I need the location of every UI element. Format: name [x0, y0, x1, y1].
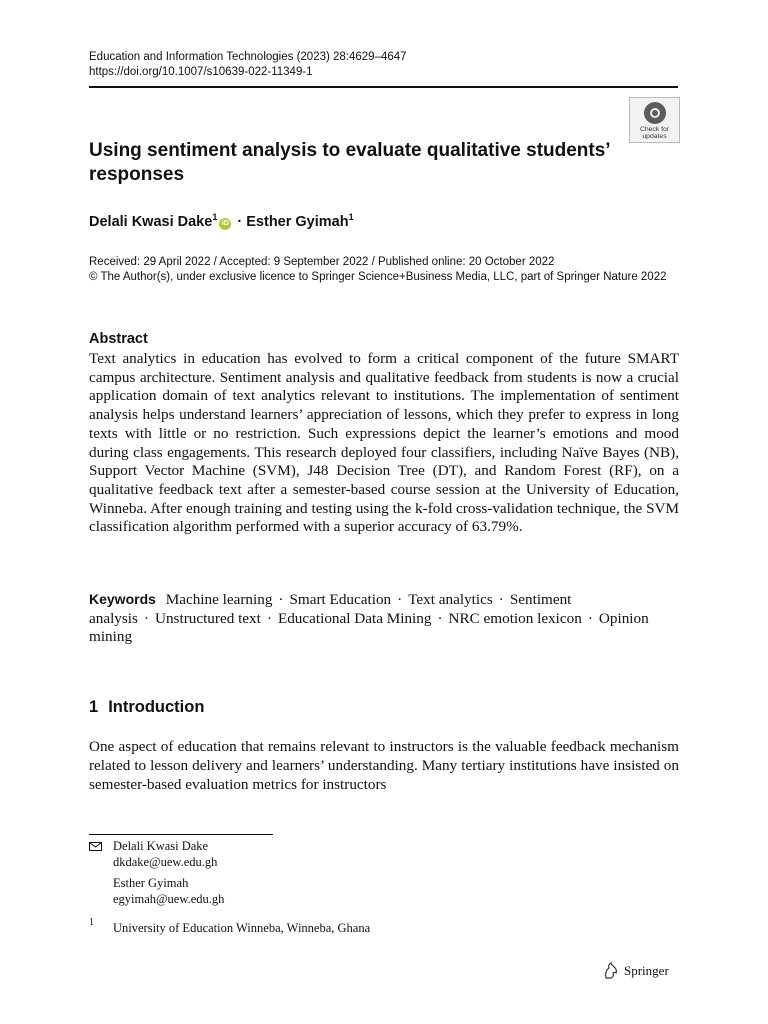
correspondent-block [113, 875, 224, 907]
author-name: Delali Kwasi Dake [89, 213, 213, 230]
correspondent-email[interactable]: egyimah@uew.edu.gh [113, 892, 225, 906]
keyword-separator: · [266, 609, 272, 627]
affiliation-number: 1 [89, 917, 94, 928]
badge-line-2: updates [642, 133, 667, 140]
keyword-separator: · [498, 591, 504, 608]
springer-horse-icon [603, 962, 619, 980]
keyword-separator: · [437, 609, 443, 627]
abstract-heading: Abstract [89, 331, 148, 347]
check-for-updates-badge[interactable] [629, 97, 680, 143]
keyword-separator: · [278, 591, 284, 608]
orcid-icon[interactable]: iD [219, 218, 231, 230]
section-title: Introduction [108, 698, 205, 716]
introduction-text: One aspect of education that remains relevant to instructors is the valuable feedback mechanism related to lesson delivery and learners’ understanding. Many tertiary institutions have insisted on semester-based evaluation metrics for instructors [89, 738, 679, 793]
journal-citation: Education and Information Technologies (2023) 28:4629–4647 [89, 51, 407, 63]
keyword: Machine learning [165, 591, 273, 608]
correspondent-email[interactable]: dkdake@uew.edu.gh [113, 855, 218, 869]
correspondent-block [113, 838, 217, 870]
header-rule [89, 86, 678, 88]
keyword: NRC emotion lexicon [448, 609, 582, 627]
keyword: Smart Education [289, 591, 392, 608]
keyword: Educational Data Mining [277, 609, 432, 627]
abstract-text: Text analytics in education has evolved to form a critical component of the future SMART campus architecture. Sentiment analysis and qualitative feedback from students is now a crucial application domain of text analytics relevant to institutions. The implementation of sentiment analysis helps understand learners’ appreciation of lessons, which they prefer to express in long texts with little or no restriction. Such expressions depict the learner’s emotions and mood during class engagements. This research deployed four classifiers, including Naïve Bayes (NB), Support Vector Machine (SVM), J48 Decision Tree (DT), and Random Forest (RF), on a qualitative feedback text after a semester-based course session at the University of Education, Winneba. After enough training and testing using the k-fold cross-validation technique, the SVM classification algorithm performed with a superior accuracy of 63.79%. [89, 350, 679, 536]
correspondent-name: Esther Gyimah [113, 876, 189, 890]
article-history [89, 255, 679, 284]
author-name: Esther Gyimah [246, 213, 349, 230]
affiliation-text: University of Education Winneba, Winneba, Ghana [113, 921, 371, 935]
correspondent-name: Delali Kwasi Dake [113, 839, 209, 853]
author-affiliation-mark: 1 [212, 212, 218, 222]
keyword-separator: · [587, 609, 593, 627]
publisher-logo [603, 961, 669, 981]
doi-link[interactable]: https://doi.org/10.1007/s10639-022-11349-1 [89, 66, 313, 78]
footnote-rule [89, 834, 273, 835]
journal-header [89, 50, 407, 80]
crossmark-icon [644, 102, 666, 124]
publisher-name: Springer [624, 963, 669, 978]
keyword: Text analytics [408, 591, 493, 608]
keyword: Opinion mining [89, 609, 649, 646]
author-separator: · [237, 213, 243, 230]
keyword: Unstructured text [155, 609, 261, 627]
copyright-notice: © The Author(s), under exclusive licence to Springer Science+Business Media, LLC, part of Springer Nature 2022 [89, 270, 667, 283]
author-affiliation-mark: 1 [348, 212, 354, 222]
author-list [89, 207, 354, 232]
badge-line-1: Check for [639, 126, 670, 133]
keywords-label: Keywords [89, 591, 156, 607]
publication-dates: Received: 29 April 2022 / Accepted: 9 September 2022 / Published online: 20 October 2022 [89, 256, 555, 268]
keyword-separator: · [397, 591, 403, 608]
paper-title: Using sentiment analysis to evaluate qualitative students’ responses [89, 140, 610, 185]
section-heading [89, 698, 204, 717]
keywords [89, 590, 679, 647]
section-number: 1 [89, 698, 99, 716]
envelope-icon [89, 842, 102, 851]
keyword: Sentiment analysis [89, 591, 572, 627]
keyword-separator: · [143, 609, 149, 627]
